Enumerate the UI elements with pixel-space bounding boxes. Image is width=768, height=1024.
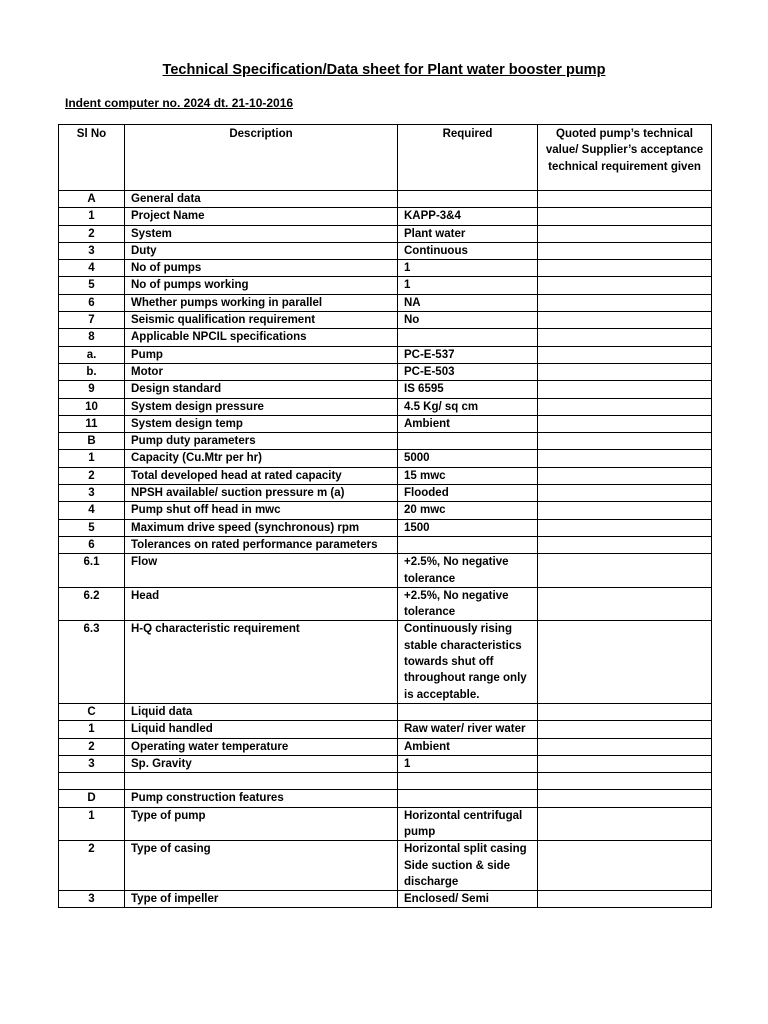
- cell-required: Continuously rising stable characteristics towards shut off throughout range only is acceptable.: [398, 621, 538, 703]
- cell-required: Continuous: [398, 242, 538, 259]
- cell-quoted-value: [538, 398, 712, 415]
- cell-sl-no: 3: [59, 891, 125, 908]
- cell-sl-no: 6: [59, 294, 125, 311]
- table-row: [59, 807, 712, 841]
- cell-quoted-value: [538, 208, 712, 225]
- cell-sl-no: 6.3: [59, 621, 125, 703]
- cell-quoted-value: [538, 891, 712, 908]
- cell-sl-no: 1: [59, 208, 125, 225]
- cell-description: Tolerances on rated performance parameters: [125, 536, 398, 553]
- table-row: [59, 346, 712, 363]
- cell-quoted-value: [538, 433, 712, 450]
- cell-sl-no: 4: [59, 260, 125, 277]
- cell-quoted-value: [538, 191, 712, 208]
- cell-required: Plant water: [398, 225, 538, 242]
- cell-sl-no: D: [59, 790, 125, 807]
- cell-sl-no: a.: [59, 346, 125, 363]
- cell-sl-no: 7: [59, 312, 125, 329]
- cell-description: Applicable NPCIL specifications: [125, 329, 398, 346]
- cell-sl-no: 2: [59, 738, 125, 755]
- table-row: [59, 621, 712, 703]
- cell-quoted-value: [538, 242, 712, 259]
- cell-description: System: [125, 225, 398, 242]
- table-row: [59, 450, 712, 467]
- cell-description: Pump construction features: [125, 790, 398, 807]
- table-row: [59, 312, 712, 329]
- cell-required: Horizontal split casing Side suction & side discharge: [398, 841, 538, 891]
- cell-required: 1: [398, 260, 538, 277]
- cell-sl-no: 1: [59, 721, 125, 738]
- cell-sl-no: 8: [59, 329, 125, 346]
- cell-required: [398, 191, 538, 208]
- cell-quoted-value: [538, 381, 712, 398]
- cell-sl-no: 2: [59, 467, 125, 484]
- table-row: [59, 467, 712, 484]
- cell-quoted-value: [538, 841, 712, 891]
- cell-required: [398, 536, 538, 553]
- cell-description: System design pressure: [125, 398, 398, 415]
- table-row: [59, 703, 712, 720]
- table-row: [59, 398, 712, 415]
- cell-quoted-value: [538, 485, 712, 502]
- cell-quoted-value: [538, 790, 712, 807]
- cell-sl-no: 9: [59, 381, 125, 398]
- cell-description: Type of impeller: [125, 891, 398, 908]
- cell-sl-no: 5: [59, 277, 125, 294]
- cell-sl-no: 3: [59, 242, 125, 259]
- table-row: [59, 415, 712, 432]
- cell-description: Pump duty parameters: [125, 433, 398, 450]
- cell-quoted-value: [538, 346, 712, 363]
- cell-quoted-value: [538, 536, 712, 553]
- cell-sl-no: B: [59, 433, 125, 450]
- cell-sl-no: 1: [59, 807, 125, 841]
- cell-description: NPSH available/ suction pressure m (a): [125, 485, 398, 502]
- cell-required: +2.5%, No negative tolerance: [398, 554, 538, 588]
- table-row: [59, 587, 712, 621]
- cell-required: KAPP-3&4: [398, 208, 538, 225]
- cell-description: H-Q characteristic requirement: [125, 621, 398, 703]
- cell-sl-no: 10: [59, 398, 125, 415]
- cell-sl-no: C: [59, 703, 125, 720]
- table-row: [59, 502, 712, 519]
- table-row: [59, 554, 712, 588]
- specification-table: [58, 124, 712, 908]
- cell-quoted-value: [538, 519, 712, 536]
- cell-description: Type of pump: [125, 807, 398, 841]
- cell-quoted-value: [538, 450, 712, 467]
- cell-quoted-value: [538, 415, 712, 432]
- cell-required: No: [398, 312, 538, 329]
- table-row: [59, 363, 712, 380]
- table-row: [59, 755, 712, 772]
- cell-description: No of pumps working: [125, 277, 398, 294]
- cell-description: Operating water temperature: [125, 738, 398, 755]
- cell-required: [398, 790, 538, 807]
- table-row: [59, 242, 712, 259]
- cell-required: 20 mwc: [398, 502, 538, 519]
- cell-description: Capacity (Cu.Mtr per hr): [125, 450, 398, 467]
- table-row: [59, 277, 712, 294]
- cell-quoted-value: [538, 260, 712, 277]
- table-row: [59, 721, 712, 738]
- cell-quoted-value: [538, 502, 712, 519]
- table-row: [59, 841, 712, 891]
- document-title: Technical Specification/Data sheet for Plant water booster pump: [162, 62, 606, 78]
- cell-quoted-value: [538, 721, 712, 738]
- table-row: [59, 294, 712, 311]
- cell-sl-no: 2: [59, 225, 125, 242]
- cell-quoted-value: [538, 277, 712, 294]
- table-row: [59, 225, 712, 242]
- cell-required: 5000: [398, 450, 538, 467]
- table-row: [59, 891, 712, 908]
- cell-sl-no: [59, 773, 125, 790]
- cell-description: Head: [125, 587, 398, 621]
- cell-sl-no: 4: [59, 502, 125, 519]
- cell-required: Enclosed/ Semi: [398, 891, 538, 908]
- cell-required: Ambient: [398, 415, 538, 432]
- cell-quoted-value: [538, 294, 712, 311]
- cell-description: Project Name: [125, 208, 398, 225]
- cell-quoted-value: [538, 703, 712, 720]
- table-row: [59, 485, 712, 502]
- cell-sl-no: 5: [59, 519, 125, 536]
- indent-reference: Indent computer no. 2024 dt. 21-10-2016: [65, 96, 294, 110]
- cell-required: Raw water/ river water: [398, 721, 538, 738]
- table-row: [59, 191, 712, 208]
- header-sl-no: Sl No: [59, 125, 125, 191]
- table-row: [59, 519, 712, 536]
- cell-required: NA: [398, 294, 538, 311]
- cell-description: Maximum drive speed (synchronous) rpm: [125, 519, 398, 536]
- cell-required: [398, 703, 538, 720]
- cell-description: Sp. Gravity: [125, 755, 398, 772]
- cell-required: [398, 433, 538, 450]
- cell-sl-no: 6.1: [59, 554, 125, 588]
- cell-required: PC-E-503: [398, 363, 538, 380]
- cell-description: Total developed head at rated capacity: [125, 467, 398, 484]
- cell-required: 1: [398, 755, 538, 772]
- cell-sl-no: 6.2: [59, 587, 125, 621]
- cell-sl-no: 2: [59, 841, 125, 891]
- table-row: [59, 536, 712, 553]
- cell-sl-no: 1: [59, 450, 125, 467]
- table-row: [59, 329, 712, 346]
- header-description: Description: [125, 125, 398, 191]
- cell-required: [398, 773, 538, 790]
- cell-quoted-value: [538, 738, 712, 755]
- cell-quoted-value: [538, 225, 712, 242]
- cell-sl-no: b.: [59, 363, 125, 380]
- cell-required: 4.5 Kg/ sq cm: [398, 398, 538, 415]
- cell-required: IS 6595: [398, 381, 538, 398]
- cell-description: Flow: [125, 554, 398, 588]
- cell-description: [125, 773, 398, 790]
- cell-description: Motor: [125, 363, 398, 380]
- table-header-row: [59, 125, 712, 191]
- cell-description: No of pumps: [125, 260, 398, 277]
- cell-description: Type of casing: [125, 841, 398, 891]
- cell-description: Liquid data: [125, 703, 398, 720]
- cell-required: 1: [398, 277, 538, 294]
- cell-description: System design temp: [125, 415, 398, 432]
- cell-sl-no: 3: [59, 755, 125, 772]
- cell-description: Liquid handled: [125, 721, 398, 738]
- cell-required: Flooded: [398, 485, 538, 502]
- table-body: [59, 191, 712, 908]
- cell-required: 15 mwc: [398, 467, 538, 484]
- cell-quoted-value: [538, 554, 712, 588]
- cell-required: [398, 329, 538, 346]
- table-row: [59, 433, 712, 450]
- header-quoted-value: Quoted pump’s technical value/ Supplier’s acceptance technical requirement given: [538, 125, 712, 191]
- cell-required: +2.5%, No negative tolerance: [398, 587, 538, 621]
- table-row: [59, 790, 712, 807]
- cell-sl-no: 6: [59, 536, 125, 553]
- cell-quoted-value: [538, 755, 712, 772]
- cell-description: Seismic qualification requirement: [125, 312, 398, 329]
- cell-description: Pump shut off head in mwc: [125, 502, 398, 519]
- cell-required: 1500: [398, 519, 538, 536]
- cell-quoted-value: [538, 587, 712, 621]
- table-row: [59, 260, 712, 277]
- cell-sl-no: A: [59, 191, 125, 208]
- cell-quoted-value: [538, 621, 712, 703]
- cell-required: PC-E-537: [398, 346, 538, 363]
- cell-required: Horizontal centrifugal pump: [398, 807, 538, 841]
- cell-description: Pump: [125, 346, 398, 363]
- cell-quoted-value: [538, 467, 712, 484]
- cell-sl-no: 11: [59, 415, 125, 432]
- table-row: [59, 208, 712, 225]
- cell-description: Whether pumps working in parallel: [125, 294, 398, 311]
- cell-required: Ambient: [398, 738, 538, 755]
- table-row: [59, 773, 712, 790]
- cell-description: Duty: [125, 242, 398, 259]
- header-required: Required: [398, 125, 538, 191]
- cell-description: Design standard: [125, 381, 398, 398]
- cell-quoted-value: [538, 312, 712, 329]
- table-row: [59, 381, 712, 398]
- cell-quoted-value: [538, 773, 712, 790]
- cell-sl-no: 3: [59, 485, 125, 502]
- cell-quoted-value: [538, 807, 712, 841]
- table-row: [59, 738, 712, 755]
- cell-quoted-value: [538, 363, 712, 380]
- cell-description: General data: [125, 191, 398, 208]
- cell-quoted-value: [538, 329, 712, 346]
